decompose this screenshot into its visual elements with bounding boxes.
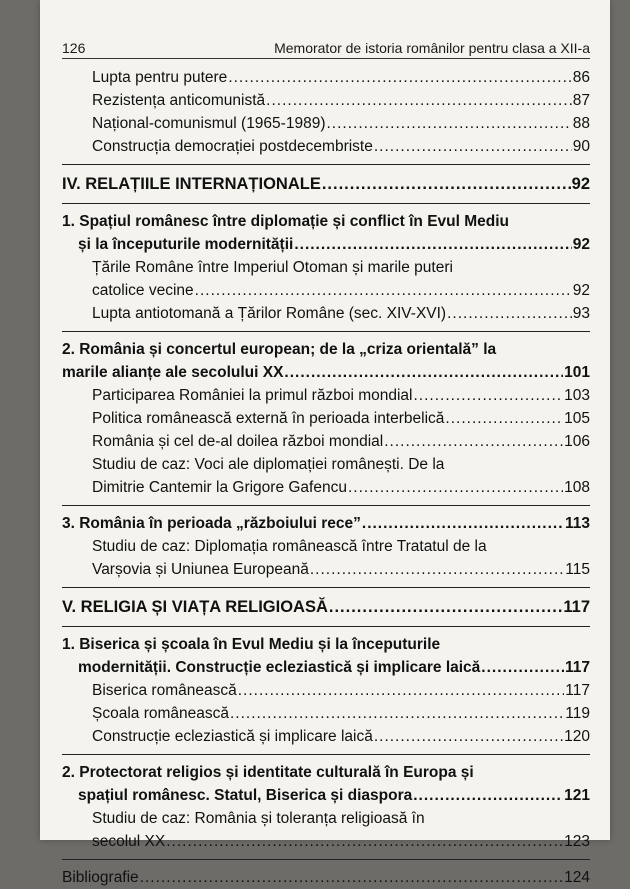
divider: [62, 164, 590, 165]
divider: [62, 754, 590, 755]
running-title: Memorator de istoria românilor pentru clasa a XII-a: [274, 40, 590, 56]
divider: [62, 859, 590, 860]
chapter-title: 1. Biserica și școala în Evul Mediu și la începuturile: [62, 636, 441, 653]
section-heading: V. RELIGIA ȘI VIAȚA RELIGIOASĂ ..... 117: [62, 594, 590, 620]
toc-entry-cont: Varșovia și Uniunea Europeană ..... 115: [62, 558, 590, 581]
chapter-title-cont: marile alianțe ale secolului XX ..... 101: [62, 361, 590, 384]
divider: [62, 626, 590, 627]
toc-entry: Studiu de caz: Diplomația românească între Tratatul de la: [92, 538, 487, 555]
divider: [62, 505, 590, 506]
chapter-title: 2. România și concertul european; de la „criza orientală” la: [62, 341, 497, 358]
bibliography-entry: Bibliografie ..... 124: [62, 866, 590, 889]
toc-entry-cont: secolul XX ..... 123: [62, 830, 590, 853]
chapter-title: 3. România în perioada „războiului rece” ..... 113: [62, 512, 590, 535]
section-heading: IV. RELAȚIILE INTERNAȚIONALE ..... 92: [62, 171, 590, 197]
chapter-title-cont: spațiul românesc. Statul, Biserica și diaspora ..... 121: [62, 784, 590, 807]
toc-entry: Lupta pentru putere ..... 86: [62, 66, 590, 89]
toc-entry: Politica românească externă în perioada interbelică ..... 105: [62, 407, 590, 430]
divider: [62, 203, 590, 204]
chapter-title: 2. Protectorat religios și identitate culturală în Europa și: [62, 764, 474, 781]
book-page: [40, 0, 610, 886]
divider: [62, 587, 590, 588]
toc-entry-cont: Dimitrie Cantemir la Grigore Gafencu ..... 108: [62, 476, 590, 499]
toc-entry: Național-comunismul (1965-1989) ..... 88: [62, 112, 590, 135]
table-of-contents: [62, 66, 590, 889]
chapter-title: 1. Spațiul românesc între diplomație și conflict în Evul Mediu: [62, 213, 510, 230]
toc-entry: România și cel de-al doilea război mondial ..... 106: [62, 430, 590, 453]
toc-entry-cont: catolice vecine ..... 92: [62, 279, 590, 302]
toc-entry: Construcție ecleziastică și implicare laică ..... 120: [62, 725, 590, 748]
toc-entry: Studiu de caz: România și toleranța religioasă în: [92, 810, 425, 827]
toc-entry: Țările Române între Imperiul Otoman și marile puteri: [92, 259, 453, 276]
toc-entry: Biserica românească ..... 117: [62, 679, 590, 702]
toc-entry: Studiu de caz: Voci ale diplomației românești. De la: [92, 456, 445, 473]
toc-entry: Participarea României la primul război mondial ..... 103: [62, 384, 590, 407]
page-number: 126: [62, 40, 86, 56]
chapter-title-cont: și la începuturile modernității ..... 92: [62, 233, 590, 256]
page-header: [62, 40, 590, 59]
toc-entry: Rezistența anticomunistă ..... 87: [62, 89, 590, 112]
divider: [62, 331, 590, 332]
toc-entry: Lupta antiotomană a Țărilor Române (sec. XIV-XVI) ..... 93: [62, 302, 590, 325]
chapter-title-cont: modernității. Construcție ecleziastică și implicare laică ..... 117: [62, 656, 590, 679]
toc-entry: Școala românească ..... 119: [62, 702, 590, 725]
toc-entry: Construcția democrației postdecembriste ..... 90: [62, 135, 590, 158]
